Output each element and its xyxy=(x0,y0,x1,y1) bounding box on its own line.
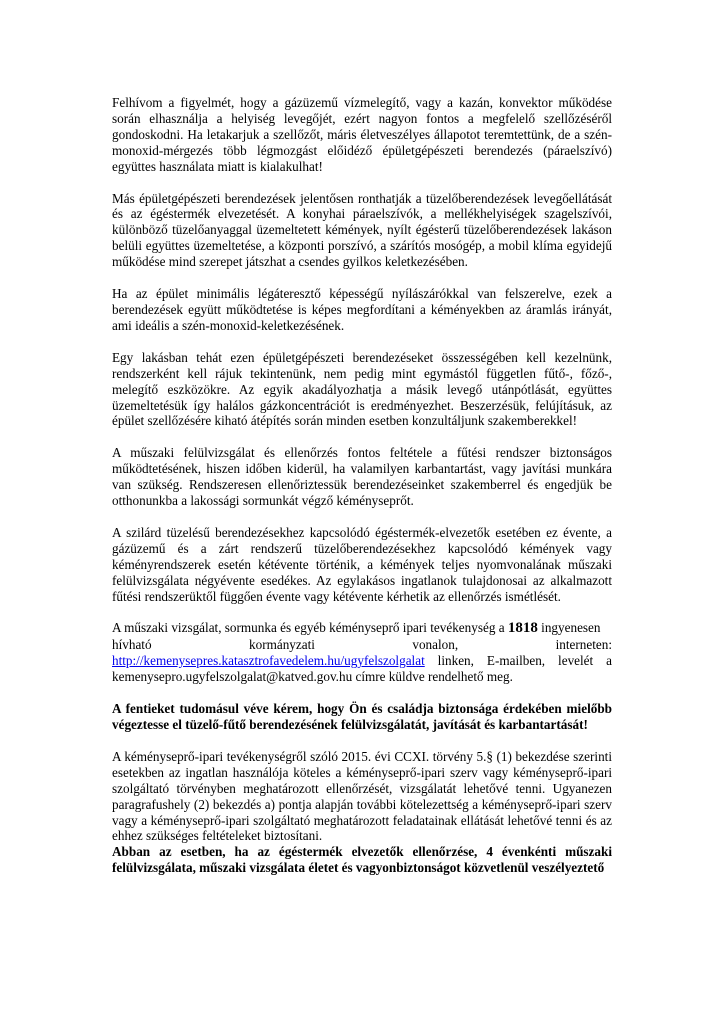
ordering-word: kormányzati xyxy=(249,637,315,653)
document-page xyxy=(112,95,612,876)
paragraph-danger-bold: Abban az esetben, ha az égéstermék elvezetők ellenőrzése, 4 évenkénti műszaki felülvizsgálata, műszaki vizsgálata életet és vagyonbiztonságot közvetlenül veszélyeztető xyxy=(112,844,612,876)
ordering-word: vonalon, xyxy=(412,637,459,653)
ordering-line-1 xyxy=(112,620,612,637)
paragraph-system-approach: Egy lakásban tehát ezen épületgépészeti berendezéseket összességében kell kezelnünk, rendszerként kell rájuk tekintenünk, nem pedig mint egymástól független fűtő-, főző-, melegítő eszközökre. Az egyik akadályozhatja a másik levegő utánpótlását, együttes üzemeltetésük így halálos gázkoncentrációt is eredményezhet. Beszerzésük, felújításuk, az épület szellőzésére kiható átépítés során minden esetben konzultáljunk szakemberekkel! xyxy=(112,349,612,429)
ordering-line-2 xyxy=(112,637,612,653)
ordering-text-start: A műszaki vizsgálat, sormunka és egyéb kéményseprő ipari tevékenység a xyxy=(112,620,505,636)
customer-service-link[interactable]: http://kemenysepres.katasztrofavedelem.hu/ugyfelszolgalat xyxy=(112,653,425,669)
ordering-word: hívható xyxy=(112,637,152,653)
ordering-text-free: ingyenesen xyxy=(541,620,601,636)
ordering-word: interneten: xyxy=(555,637,612,653)
hotline-number[interactable]: 1818 xyxy=(507,620,538,637)
paragraph-legal-reference: A kéményseprő-ipari tevékenységről szóló 2015. évi CCXI. törvény 5.§ (1) bekezdése szerinti esetekben az ingatlan használója köteles a kéményseprő-ipari szerv vagy kéményseprő-ipari szolgáltató törvényben meghatározott ellenőrzését, vizsgálatát lehetővé tenni. Ugyanezen paragrafushely (2) bekezdés a) pontja alapján további kötelezettség a kéményseprő-ipari szerv vagy a kéményseprő-ipari szolgáltató meghatározott feladatainak ellátását lehetővé tenni és az ehhez szükséges feltételeket biztosítani. xyxy=(112,748,612,844)
paragraph-airtight-windows: Ha az épület minimális légáteresztő képességű nyílászárókkal van felszerelve, ezek a berendezések együtt működtetése is képes megfordítani a kéményekben az áramlás irányát, ami ideális a szén-monoxid-keletkezésének. xyxy=(112,286,612,333)
paragraph-ventilation-warning: Felhívom a figyelmét, hogy a gázüzemű vízmelegítő, vagy a kazán, konvektor működése során elhasználja a helyiség levegőjét, ezért nagyon fontos a megfelelő szellőzéséről gondoskodni. Ha letakarjuk a szellőzőt, máris életveszélyes állapotot teremtettünk, de a szén-monoxid-mérgezés több légmozgást előidéző épületgépészeti berendezés (páraelszívó) együttes használata miatt is kialakulhat! xyxy=(112,95,612,174)
paragraph-request-bold: A fentieket tudomásul véve kérem, hogy Ön és családja biztonsága érdekében mielőbb végeztesse el tüzelő-fűtő berendezésének felülvizsgálatát, javítását és karbantartását! xyxy=(112,701,612,732)
paragraph-ordering-service xyxy=(112,620,612,685)
paragraph-inspection-frequency: A szilárd tüzelésű berendezésekhez kapcsolódó égéstermék-elvezetők esetében ez évente, a gázüzemű és a zárt rendszerű tüzelőberendezésekhez kapcsolódó kémények vagy kéményrendszerek esetén kétévente történik, a kémények teljes nyomvonalának műszaki felülvizsgálata négyévente esedékes. Az egylakásos ingatlanok tulajdonosai az alkalmazott fűtési rendszerüktől függően évente vagy kétévente kérhetik az ellenőrzés ismétlését. xyxy=(112,524,612,604)
paragraph-building-equipment: Más épületgépészeti berendezések jelentősen ronthatják a tüzelőberendezések levegőellátását és az égéstermék elvezetését. A konyhai páraelszívók, a mellékhelyiségek szagelszívói, különböző tüzelőanyaggal üzemeltetett kémények, nyílt égésterű tüzelőberendezések lakáson belüli együttes üzemeltetése, a központi porszívó, a szárítós mosógép, a mobil klíma egyidejű működése mind szerepet játszhat a csendes gyilkos keletkezésében. xyxy=(112,190,612,270)
ordering-line-3 xyxy=(112,653,612,685)
paragraph-technical-inspection: A műszaki felülvizsgálat és ellenőrzés fontos feltétele a fűtési rendszer biztonságos működtetésének, hiszen időben kiderül, ha valamilyen karbantartást, vagy javítási munkára van szükség. Rendszeresen ellenőriztessük berendezéseinket szakemberrel és engedjük be otthonunkba a lakossági sormunkát végző kéményseprőt. xyxy=(112,445,612,509)
ordering-text-end: linken, E-mailben, levelét a kemenysepro.ugyfelszolgalat@katved.gov.hu címre küldve rendelhető meg. xyxy=(112,653,612,685)
